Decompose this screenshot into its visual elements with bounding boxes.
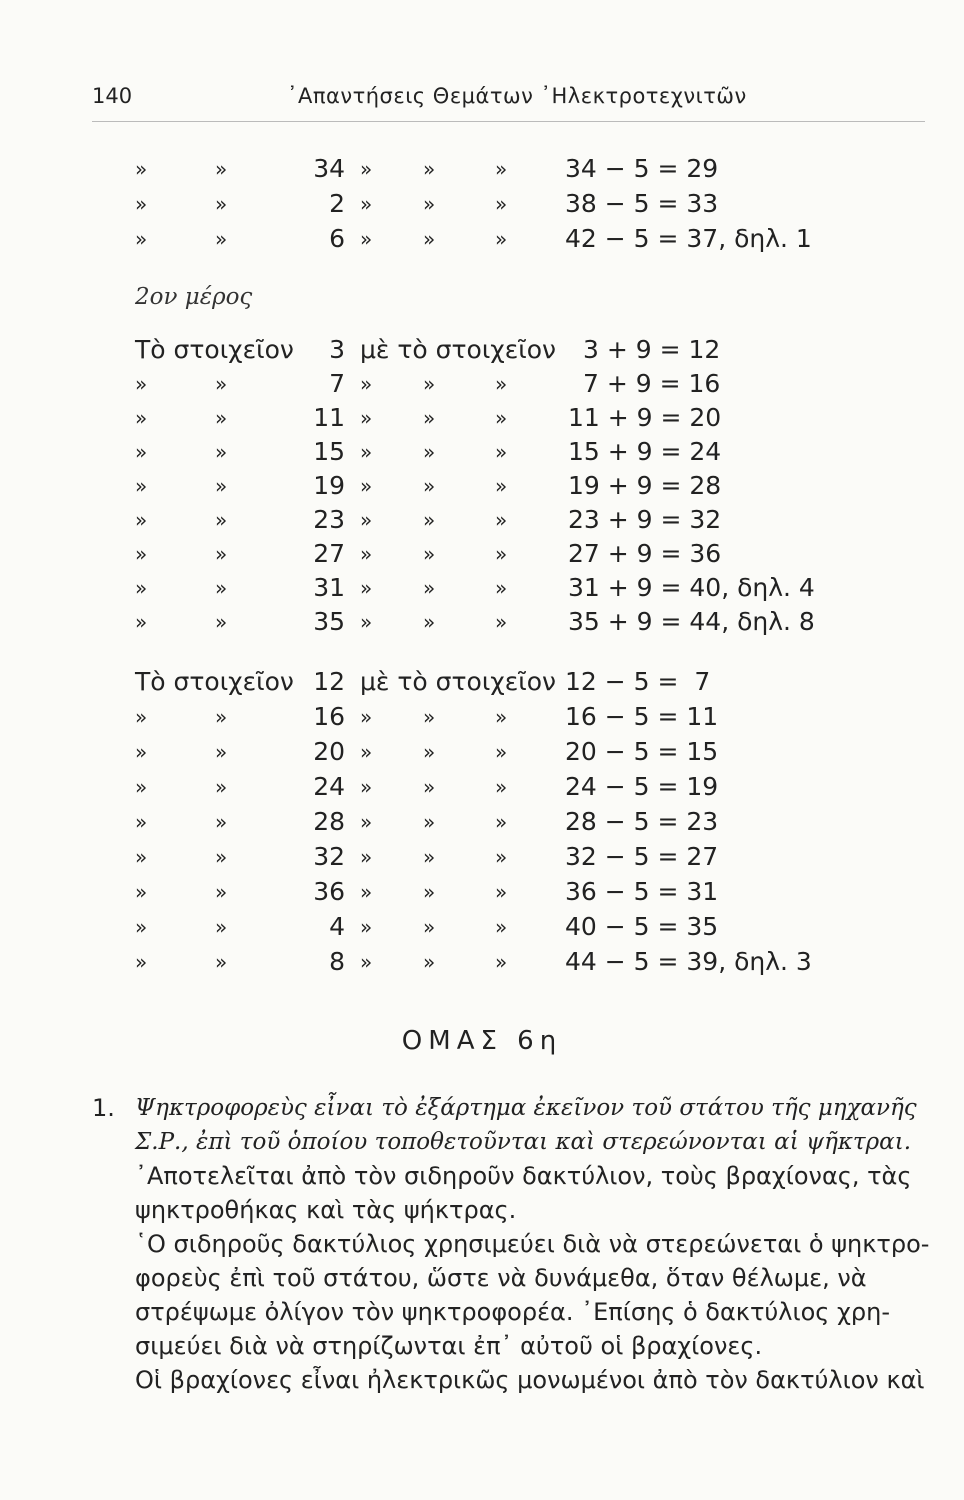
row-mid-text: μὲ τὸ στοιχεῖον (360, 667, 556, 696)
row-mid-text: μὲ τὸ στοιχεῖον (360, 335, 556, 364)
ditto-mark: » (215, 950, 228, 974)
calculation: 36 − 5 = 31 (565, 877, 719, 906)
element-number: 16 (313, 702, 345, 731)
ditto-mark: » (215, 508, 228, 532)
ditto-mark: » (135, 880, 148, 904)
ditto-mark: » (495, 740, 508, 764)
calculation: 19 + 9 = 28 (568, 471, 722, 500)
calculation: 40 − 5 = 35 (565, 912, 719, 941)
text-line: ψηκτροθήκας καὶ τὰς ψήκτρας. (135, 1196, 517, 1224)
ditto-mark: » (360, 740, 373, 764)
ditto-mark: » (495, 440, 508, 464)
ditto-mark: » (423, 157, 436, 181)
ditto-mark: » (135, 474, 148, 498)
calculation: 28 − 5 = 23 (565, 807, 719, 836)
ditto-mark: » (495, 474, 508, 498)
ditto-mark: » (423, 880, 436, 904)
ditto-mark: » (360, 474, 373, 498)
table-row (0, 805, 964, 839)
element-number: 28 (313, 807, 345, 836)
ditto-mark: » (495, 915, 508, 939)
calculation: 16 − 5 = 11 (565, 702, 719, 731)
element-number: 35 (313, 607, 345, 636)
ditto-mark: » (215, 775, 228, 799)
text-line: ῾Ο σιδηροῦς δακτύλιος χρησιμεύει διὰ νὰ στερεώνεται ὁ ψηκτρο- (135, 1230, 930, 1258)
ditto-mark: » (215, 406, 228, 430)
ditto-mark: » (135, 705, 148, 729)
element-number: 23 (313, 505, 345, 534)
ditto-mark: » (135, 915, 148, 939)
element-number: 7 (329, 369, 345, 398)
ditto-mark: » (423, 576, 436, 600)
ditto-mark: » (495, 576, 508, 600)
ditto-mark: » (135, 775, 148, 799)
ditto-mark: » (495, 192, 508, 216)
ditto-mark: » (423, 610, 436, 634)
ditto-mark: » (215, 705, 228, 729)
ditto-mark: » (423, 508, 436, 532)
calculation: 24 − 5 = 19 (565, 772, 719, 801)
calculation: 15 + 9 = 24 (568, 437, 722, 466)
calculation: 23 + 9 = 32 (568, 505, 722, 534)
table-row (0, 152, 964, 186)
ditto-mark: » (135, 508, 148, 532)
calculation: 32 − 5 = 27 (565, 842, 719, 871)
ditto-mark: » (215, 576, 228, 600)
table-row (0, 945, 964, 979)
table-row (0, 910, 964, 944)
text-line: Σ.Ρ., ἐπὶ τοῦ ὁποίου τοποθετοῦνται καὶ στερεώνονται αἱ ψῆκτραι. (135, 1129, 912, 1155)
calculation: 31 + 9 = 40, δηλ. 4 (568, 573, 815, 602)
text-line: φορεὺς ἐπὶ τοῦ στάτου, ὥστε νὰ δυνάμεθα, ὅταν θέλωμε, νὰ (135, 1264, 867, 1292)
table-row (0, 571, 964, 605)
table-row (0, 367, 964, 401)
ditto-mark: » (360, 576, 373, 600)
ditto-mark: » (135, 810, 148, 834)
ditto-mark: » (360, 508, 373, 532)
ditto-mark: » (135, 157, 148, 181)
ditto-mark: » (495, 157, 508, 181)
table-row (0, 735, 964, 769)
ditto-mark: » (495, 775, 508, 799)
row-lead-text: Τὸ στοιχεῖον (135, 667, 294, 696)
ditto-mark: » (495, 705, 508, 729)
calculation: 42 − 5 = 37, δηλ. 1 (565, 224, 812, 253)
ditto-mark: » (423, 915, 436, 939)
ditto-mark: » (360, 227, 373, 251)
ditto-mark: » (360, 157, 373, 181)
calculation: 3 + 9 = 12 (583, 335, 721, 364)
ditto-mark: » (423, 950, 436, 974)
row-lead-text: Τὸ στοιχεῖον (135, 335, 294, 364)
calculation: 12 − 5 = 7 (565, 667, 711, 696)
element-number: 27 (313, 539, 345, 568)
text-line: σιμεύει διὰ νὰ στηρίζωνται ἐπ᾿ αὐτοῦ οἱ βραχίονες. (135, 1332, 763, 1360)
ditto-mark: » (215, 192, 228, 216)
ditto-mark: » (360, 775, 373, 799)
calculation: 20 − 5 = 15 (565, 737, 719, 766)
element-number: 20 (313, 737, 345, 766)
section-heading: 2ον μέρος (135, 284, 253, 310)
calculation: 34 − 5 = 29 (565, 154, 719, 183)
table-row (0, 401, 964, 435)
ditto-mark: » (423, 845, 436, 869)
table-row (0, 770, 964, 804)
element-number: 11 (313, 403, 345, 432)
ditto-mark: » (360, 845, 373, 869)
ditto-mark: » (215, 810, 228, 834)
calculation: 44 − 5 = 39, δηλ. 3 (565, 947, 812, 976)
ditto-mark: » (423, 474, 436, 498)
text-line: στρέψωμε ὀλίγον τὸν ψηκτροφορέα. ᾿Επίσης ὁ δακτύλιος χρη- (135, 1298, 890, 1326)
element-number: 19 (313, 471, 345, 500)
ditto-mark: » (360, 406, 373, 430)
table-row (0, 537, 964, 571)
element-number: 32 (313, 842, 345, 871)
ditto-mark: » (135, 192, 148, 216)
ditto-mark: » (215, 157, 228, 181)
ditto-mark: » (495, 610, 508, 634)
element-number: 24 (313, 772, 345, 801)
ditto-mark: » (495, 508, 508, 532)
ditto-mark: » (360, 705, 373, 729)
text-line: Οἱ βραχίονες εἶναι ἠλεκτρικῶς μονωμένοι ἀπὸ τὸν δακτύλιον καὶ (135, 1366, 925, 1394)
ditto-mark: » (495, 372, 508, 396)
item-number: 1. (92, 1094, 115, 1122)
ditto-mark: » (135, 406, 148, 430)
ditto-mark: » (360, 915, 373, 939)
ditto-mark: » (215, 227, 228, 251)
ditto-mark: » (360, 372, 373, 396)
element-number: 34 (313, 154, 345, 183)
calculation: 35 + 9 = 44, δηλ. 8 (568, 607, 815, 636)
table-row (0, 875, 964, 909)
element-number: 3 (329, 335, 345, 364)
ditto-mark: » (495, 406, 508, 430)
ditto-mark: » (423, 372, 436, 396)
ditto-mark: » (215, 372, 228, 396)
ditto-mark: » (215, 880, 228, 904)
element-number: 31 (313, 573, 345, 602)
page-number: 140 (92, 84, 133, 108)
ditto-mark: » (135, 576, 148, 600)
ditto-mark: » (215, 740, 228, 764)
ditto-mark: » (360, 192, 373, 216)
ditto-mark: » (135, 440, 148, 464)
ditto-mark: » (135, 542, 148, 566)
table-row (0, 605, 964, 639)
running-head (92, 84, 932, 120)
calculation: 11 + 9 = 20 (568, 403, 722, 432)
ditto-mark: » (135, 740, 148, 764)
ditto-mark: » (135, 950, 148, 974)
ditto-mark: » (423, 775, 436, 799)
element-number: 15 (313, 437, 345, 466)
ditto-mark: » (423, 542, 436, 566)
ditto-mark: » (495, 845, 508, 869)
ditto-mark: » (495, 950, 508, 974)
table-row (0, 435, 964, 469)
element-number: 6 (329, 224, 345, 253)
running-title: ᾿Απαντήσεις Θεμάτων ᾿Ηλεκτροτεχνιτῶν (287, 84, 747, 108)
table-row (0, 222, 964, 256)
calculation: 7 + 9 = 16 (583, 369, 721, 398)
ditto-mark: » (360, 880, 373, 904)
ditto-mark: » (423, 810, 436, 834)
ditto-mark: » (423, 705, 436, 729)
ditto-mark: » (215, 610, 228, 634)
ditto-mark: » (135, 372, 148, 396)
ditto-mark: » (423, 440, 436, 464)
calculation: 27 + 9 = 36 (568, 539, 722, 568)
element-number: 12 (313, 667, 345, 696)
ditto-mark: » (135, 845, 148, 869)
ditto-mark: » (360, 810, 373, 834)
ditto-mark: » (215, 440, 228, 464)
table-row (0, 187, 964, 221)
text-line: Ψηκτροφορεὺς εἶναι τὸ ἐξάρτημα ἐκεῖνον τοῦ στάτου τῆς μηχανῆς (135, 1095, 917, 1121)
ditto-mark: » (135, 610, 148, 634)
group-title: ΟΜΑΣ 6η (401, 1026, 563, 1056)
ditto-mark: » (495, 880, 508, 904)
ditto-mark: » (360, 440, 373, 464)
element-number: 2 (329, 189, 345, 218)
ditto-mark: » (215, 845, 228, 869)
ditto-mark: » (360, 950, 373, 974)
element-number: 8 (329, 947, 345, 976)
header-rule (92, 121, 925, 122)
ditto-mark: » (360, 542, 373, 566)
ditto-mark: » (423, 740, 436, 764)
ditto-mark: » (215, 474, 228, 498)
element-number: 36 (313, 877, 345, 906)
calculation: 38 − 5 = 33 (565, 189, 719, 218)
ditto-mark: » (495, 227, 508, 251)
table-row (0, 840, 964, 874)
ditto-mark: » (135, 227, 148, 251)
text-line: ᾿Αποτελεῖται ἀπὸ τὸν σιδηροῦν δακτύλιον, τοὺς βραχίονας, τὰς (135, 1162, 912, 1190)
ditto-mark: » (360, 610, 373, 634)
table-row (0, 469, 964, 503)
table-row (0, 665, 964, 699)
ditto-mark: » (495, 542, 508, 566)
ditto-mark: » (215, 915, 228, 939)
table-row (0, 333, 964, 367)
table-row (0, 503, 964, 537)
table-row (0, 700, 964, 734)
ditto-mark: » (215, 542, 228, 566)
ditto-mark: » (495, 810, 508, 834)
ditto-mark: » (423, 192, 436, 216)
element-number: 4 (329, 912, 345, 941)
ditto-mark: » (423, 406, 436, 430)
ditto-mark: » (423, 227, 436, 251)
